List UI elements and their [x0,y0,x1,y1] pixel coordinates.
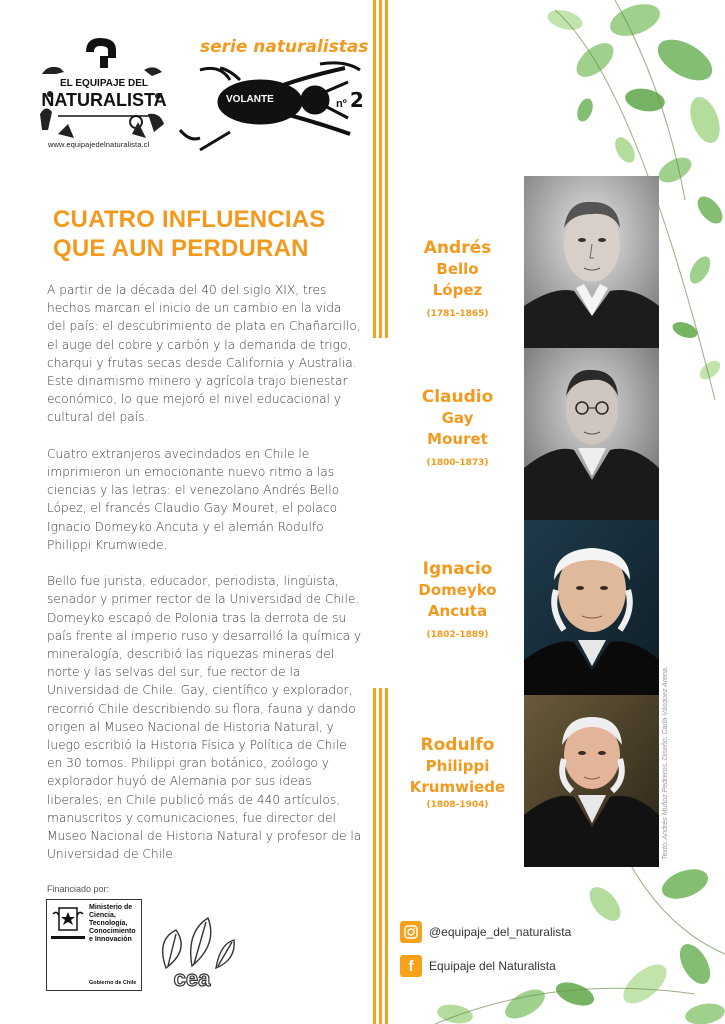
number-value: 2 [349,88,364,112]
article-body [47,281,362,882]
last-name: Mouret [427,430,488,448]
ministry-logo [46,899,142,991]
logo-line2: NATURALISTA [41,90,167,110]
ministry-line: Tecnología, [89,920,128,927]
equipaje-naturalista-logo [38,34,168,146]
years: (1802-1889) [426,630,489,640]
last-name: López [432,281,483,299]
site-url[interactable]: www.equipajedelnaturalista.cl [48,140,150,149]
orange-bar [385,0,388,338]
portrait-bello [524,176,659,348]
first-name: Ignacio [422,559,493,579]
instagram-handle: @equipaje_del_naturalista [429,925,572,939]
paragraph: Bello fue jurista, educador, periodista, lingüista, senador y primer rector de la Universidad de Chile. Domeyko escapó de Polonia tras la derrota de su país frente al imperio ruso y desarrolló la química y mineralogía, describió las riquezas mineras del norte y las selvas del sur, fue rector de la Universidad de Chile. Gay, científico y explorador, recorrió Chile describiendo su flora, fauna y dando origen al Museo Nacional de Historia Natural, y luego escribió la Historia Física y Política de Chile en 30 tomos. Philippi gran botánico, zoólogo y explorador huyó de Alemania por sus ideas liberales; en Chile publicó más de 440 artículos, manuscritos y comunicaciones, fue director del Museo Nacional de Historia Natural y profesor de la Universidad de Chile. [47,574,362,862]
portrait-domeyko [524,520,659,695]
ministry-line: Conocimiento [89,928,136,935]
last-name: Krumwiede [409,778,506,796]
last-name: Ancuta [427,602,488,620]
logo-line1: EL EQUIPAJE DEL [60,78,148,89]
paragraph: A partir de la década del 40 del siglo XIX, tres hechos marcan el inicio de un cambio en la vida del país: el descubrimiento de plata en Chañarcillo, el auge del cobre y carbón y la demanda de trigo, charqui y frutas secas desde California y Australia. Este dinamismo minero y agrícola trajo bienestar económico, lo que mejoró el nivel educacional y cultural del país. [47,283,361,425]
ministry-line: Ministerio de [89,904,133,911]
naturalist-name-bello [400,237,515,319]
years: (1800-1873) [426,458,489,468]
years: (1808-1904) [426,800,489,810]
cea-text: cea [173,966,211,990]
orange-bar [373,0,376,338]
paragraph: Cuatro extranjeros avecindados en Chile le imprimieron un emocionante nuevo ritmo a las ciencias y las letras: el venezolano Andrés Bello López, el francés Claudio Gay Mouret, el polaco Ignacio Domeyko Ancuta y el alemán Rodulfo Philippi Krumwiede. [47,446,340,552]
naturalist-name-philippi [400,734,515,810]
series-label: serie naturalistas [200,37,369,57]
page-title [53,205,325,263]
ministry-line: Ciencia, [89,912,116,919]
facebook-link[interactable] [400,955,556,977]
naturalist-name-gay [400,386,515,468]
orange-bar [385,688,388,1024]
middle-name: Domeyko [418,581,497,599]
instagram-link[interactable] [400,921,571,943]
funded-by-label: Financiado por: [47,884,110,894]
volante-number [336,88,364,112]
number-prefix: nº [336,98,347,110]
facebook-icon: f [400,955,422,977]
middle-name: Bello [436,260,479,278]
portrait-philippi [524,695,659,867]
middle-name: Philippi [425,757,490,775]
first-name: Claudio [421,387,494,407]
ministry-line: e Innovación [89,936,132,943]
orange-bar [379,688,382,1024]
cea-logo [146,910,238,990]
facebook-page: Equipaje del Naturalista [429,959,556,973]
portrait-gay [524,348,659,520]
orange-bar [373,688,376,1024]
years: (1781-1865) [426,309,489,319]
first-name: Andrés [423,238,492,258]
naturalist-name-domeyko [400,558,515,640]
instagram-icon [400,921,422,943]
divider [51,936,85,939]
title-line1: CUATRO INFLUENCIAS [53,206,326,233]
volante-label: VOLANTE [226,94,274,105]
chile-coat-of-arms-icon [51,904,85,934]
orange-bar [379,0,382,338]
middle-name: Gay [441,409,474,427]
title-line2: QUE AUN PERDURAN [53,235,309,262]
ministry-name [89,904,136,944]
first-name: Rodulfo [420,735,495,755]
government-label: Gobierno de Chile [89,980,137,986]
credit-text: Texto: Andrés Muñoz Pedreros. Diseño: Carla Vásquez Arena. [662,666,669,860]
